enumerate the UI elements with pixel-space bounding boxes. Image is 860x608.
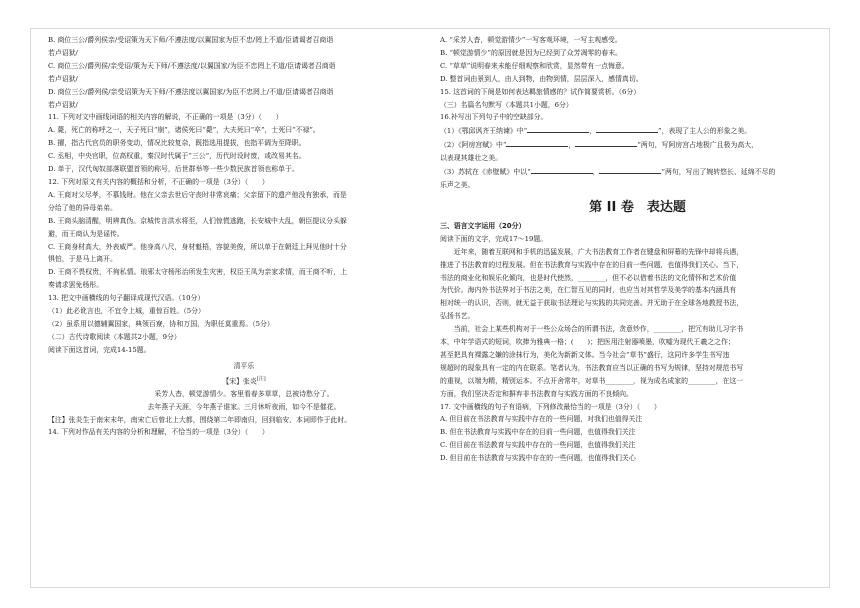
answer-blank[interactable] — [506, 138, 568, 147]
essay-line: 为代价。海内外书法界对于书法之美，在仁智互见的同时，也应当对其哲学及美学的基本内涵具有 — [440, 286, 737, 295]
question-17: 17. 文中画横线的句子有语病，下列修改最恰当的一项是（3分）（ ） — [440, 402, 661, 411]
answer-blank[interactable] — [599, 165, 661, 174]
essay-line: 规超时的现象具有一定的内在联系。笔者认为，书法教育应当以正确的书写为规律，坚持对规范书写 — [440, 363, 744, 372]
text-line: 若卢诏狱/ — [48, 100, 78, 109]
option-line: 奏请求罢免杨彤。 — [48, 281, 104, 290]
option-line: A. 薨，死亡的称呼之一，天子死曰“崩”，诸侯死曰“薨”，大夫死曰“卒”，士死曰“不禄”。 — [48, 126, 320, 135]
text-line: C. 商位三公/爵列侯/亲受诏/策为天下师/不遵法度/以翼国家/为臣不忠罔上不道/臣请谒者召商诣 — [48, 61, 336, 70]
section-title: 第 II 卷 表达题 — [589, 199, 686, 215]
fill-text: ”，表现了主人公的形象之美。 — [658, 127, 752, 136]
option-line: B. “顿觉游情少”的原因就是因为已经到了众芳凋零的春末。 — [440, 48, 622, 57]
text-line: 若卢诏狱/ — [48, 48, 78, 57]
essay-line: 本，中年学语式的短词，吹捧为雅典一格；( )；把医用注射器喷墨，吹嘘为现代王羲之之作； — [440, 338, 735, 347]
question-13: 13. 把文中画横线的句子翻译成现代汉语。（10分） — [48, 294, 205, 303]
question-11: 11. 下列对文中画线词语的相关内容的解说，不正确的一项是（3分）（ ） — [48, 113, 283, 122]
sub-heading: 三、语言文字运用（20分） — [440, 221, 526, 230]
section-heading: （三）名篇名句默写（本题共1小题，6分） — [440, 100, 573, 109]
essay-line: 弘扬书艺。 — [440, 312, 475, 321]
fill-text-cont: 以表现其雄壮之美。 — [440, 154, 503, 163]
poem-note: 【注】张炎生于南宋末年，南宋亡后曾北上大都，围绕第二年即南归，回到临安、本词即作于此时。 — [48, 415, 352, 424]
fill-text: ”两句，写阿房宫占地极广且极为高大， — [637, 141, 759, 150]
option-line: 避，而王商认为是谣传。 — [48, 229, 124, 238]
fill-text: （3）苏轼在《赤壁赋》中以“ — [440, 168, 531, 177]
essay-line: 推进了书法教育的过程发展。但在书法教育与实践中存在的目前一些问题，也值得我们关心。当下， — [440, 260, 744, 269]
option-line: D. 但目前在书法教育与实践中存在的一些问题，也值得我们关心 — [440, 454, 636, 463]
option-line: B. 但在书法教育与实践中存在的目前一些问题，也值得我们关注 — [440, 428, 636, 437]
option-line: C. 王商身材高大，外表威严。他身高八尺，身材魁梧，容貌美俊，所以单于在朝廷上拜见他时十分 — [48, 242, 347, 251]
poem-author-text: 【宋】张炎 — [222, 376, 257, 385]
fill-text: ， — [589, 127, 597, 136]
fill-text: （1）《鄂邱讽齐王纳谏》中“ — [440, 127, 528, 136]
text-line: D. 商位三公/爵列侯/亲受诏策为天下师/不遵法度以翼国家/为臣不忠罔上/不道/臣请谒者召商诣 — [48, 87, 334, 96]
sub-question: （2）虽系用以德辅翼国家，典领百寮，协和万国，为职任莫重焉。（5分） — [48, 319, 274, 328]
option-line: A. “采芳人杳，顿觉游情少”一写客观环境，一写主观感受。 — [440, 36, 622, 44]
option-line: D. 王商不畏权贵，不徇私情。琅邪太守杨彤治所发生灾害，权臣王凤为亲家求情，而王商不听，上 — [48, 268, 348, 277]
answer-blank[interactable] — [531, 165, 593, 174]
option-line: 分给了他的异母弟弟。 — [48, 203, 117, 212]
option-line: A. 王商对父尽孝，不慕钱财。他在父亲去世后守丧时非常哀痛；父亲留下的遗产他没有独承，而是 — [48, 190, 347, 199]
sub-question: （1）此必讹言也，不宜令上城，重惊百姓。（5分） — [48, 307, 205, 316]
text-line: B. 商位三公/爵列侯亲/受诏策为天下师/不遵法度/以翼国家为臣不忠/罔上不道/臣请谒者召商诣 — [48, 36, 334, 44]
answer-blank[interactable] — [575, 138, 637, 147]
option-line: D. 单于，汉代匈奴部落联盟首领的称号，后世群举等一些少数民族首领也称单于。 — [48, 165, 299, 174]
read-instruction: 阅读下面的文字，完成17～19题。 — [440, 234, 548, 243]
question-14: 14. 下列对作品有关内容的分析和理解，不恰当的一项是（3分）（ ） — [48, 428, 269, 437]
fill-text: ”两句，写出了婉转悠长、延绵不尽的 — [661, 168, 776, 177]
poem-line: 去年燕子天涯，今年燕子谁家。三月休听夜雨，如今不是催花。 — [147, 402, 341, 411]
fill-blank-1 — [440, 124, 835, 138]
text-line: 若卢诏狱/ — [48, 74, 78, 83]
option-line: C. “草草”说明春来未能仔细观察和欣赏，显然带有一点悔意。 — [440, 61, 629, 70]
essay-line: 书法的商业化和娱乐化倾向，也是时代使然，________，但不必以借着书法的文化情怀和艺术价值 — [440, 273, 737, 282]
essay-line: 近年来，随着互联网和手机的迅猛发展，广大书法教育工作者在键盘和屏幕的先锋中却将兵遇， — [453, 247, 744, 256]
essay-line: 方面，我们坚决否定和摒弃非书法教育与实践方面的不良倾向。 — [440, 389, 633, 398]
section-heading: （二）古代诗歌阅读（本题共2小题，9分） — [48, 332, 181, 341]
option-line: 惧怕，于是马上离开。 — [48, 255, 117, 264]
essay-line: 相对统一的认识，否则，就无益于获取书法理论与实践的共同完善。并无助于在全球各地教授书法， — [440, 299, 744, 308]
option-line: B. 王商头脑清醒，明辨真伪。京城传言洪水将至，人们惊慌逃跑，长安城中大乱，朝臣提议分头躲 — [48, 216, 347, 225]
fill-blank-2 — [440, 138, 835, 152]
fill-text: ， — [592, 168, 600, 177]
option-line: C. 但目前在书法教育与实践中存在的一些问题，也值得我们关注 — [440, 441, 636, 450]
answer-blank[interactable] — [527, 124, 589, 133]
fill-text: ， — [568, 141, 576, 150]
essay-line: 甚至把具有裸露之嫌的涂抹行为，美化为新新文体。当今社会“草书”盛行，这同许多学生书写违 — [440, 350, 730, 359]
fill-text-cont: 乐声之美。 — [440, 180, 475, 189]
essay-line: 的重视，以端为精，精别运本。不点开舍常年，对草书________，视为成名成家的________，在这一 — [440, 376, 744, 385]
poem-title: 清平乐 — [233, 361, 255, 370]
option-line: A. 但目前在书法教育与实践中存在的一些问题，对我们也值得关注 — [440, 415, 643, 424]
question-16: 16.补写出下列句子中的空缺部分。 — [440, 113, 548, 122]
option-line: C. 丞相，中央官职，位高权重，秦汉时代属于“三公”，历代时设时废，或改易其名。 — [48, 152, 306, 161]
right-column — [440, 34, 835, 465]
option-line: D. 整首词由景到人，由人到物，由物到情，层层深入，感情真切。 — [440, 74, 643, 83]
poem-line: 采芳人杳，顿觉游情少。客里看春多草草，总被诗愁分了。 — [154, 389, 334, 398]
fill-text: （2）《阿房宫赋》中“ — [440, 141, 507, 150]
poem-author — [48, 373, 440, 388]
question-12: 12. 下列对原文有关内容的概括和分析，不正确的一项是（3分）（ ） — [48, 177, 269, 186]
left-column — [48, 34, 440, 439]
instruction-line: 阅读下面这首词，完成14-15题。 — [48, 345, 151, 354]
answer-blank[interactable] — [596, 124, 658, 133]
poem-note-mark: [注] — [256, 375, 266, 382]
essay-line: 当前，社会上某些机构对于一些公众场合的所谓书法，贪意炒作，________，把冗有助儿习字书 — [453, 325, 744, 334]
fill-blank-3 — [440, 165, 835, 179]
question-15: 15. 这首词的下阕是如何表达羁旅情感的？试作简要赏析。（6分） — [440, 87, 641, 96]
option-line: B. 擢，指古代官员的职务变动，情况比较复杂，既指选用提拔，也指平调为至降职。 — [48, 139, 306, 148]
